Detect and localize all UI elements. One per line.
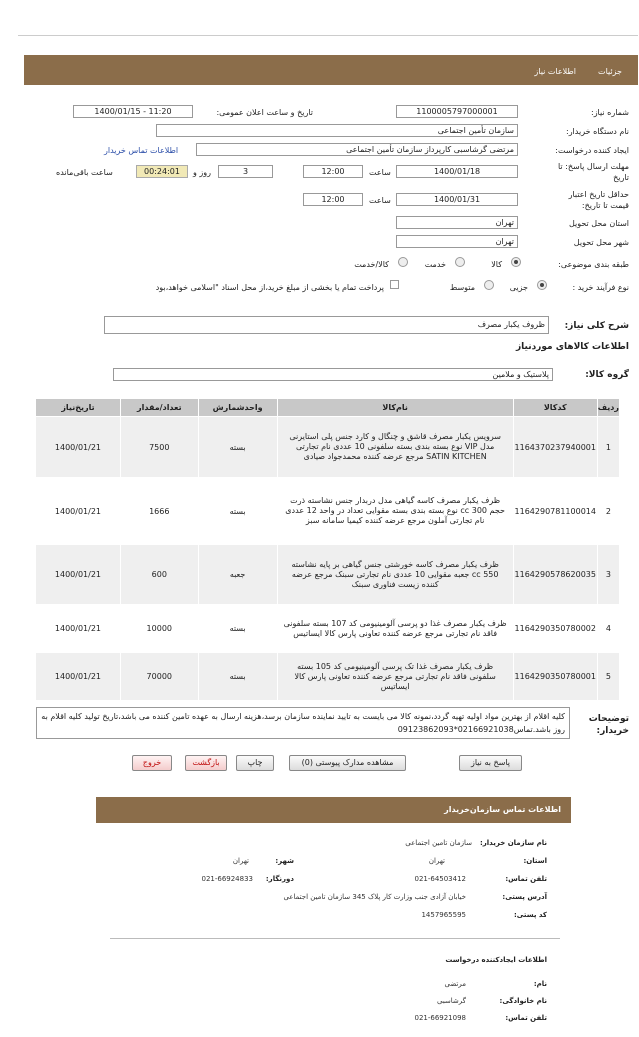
org-name-label: نام سازمان خریدار: bbox=[479, 839, 547, 847]
table-header-row bbox=[36, 399, 620, 417]
item-qty: 10000 bbox=[120, 605, 198, 653]
province-contact-label: استان: bbox=[523, 857, 547, 865]
general-desc-label: شرح کلی نیاز: bbox=[564, 321, 629, 331]
validity-time-field: 12:00 bbox=[303, 193, 363, 206]
category-goods-label: کالا bbox=[491, 260, 502, 269]
city-contact-value: تهران bbox=[232, 857, 249, 865]
last-name-value: گرشاسبی bbox=[436, 997, 466, 1005]
city-field: تهران bbox=[396, 235, 518, 248]
process-partial-label: جزیی bbox=[509, 283, 528, 292]
item-date: 1400/01/21 bbox=[36, 545, 121, 605]
deadline-label: مهلت ارسال پاسخ: تا bbox=[557, 162, 629, 171]
exit-button[interactable]: خروج bbox=[132, 755, 172, 771]
item-unit: بسته bbox=[198, 478, 277, 545]
radio-icon bbox=[398, 257, 408, 267]
process-partial-radio[interactable] bbox=[537, 280, 547, 290]
creator-phone-value: 021-66921098 bbox=[414, 1014, 466, 1022]
radio-icon bbox=[484, 280, 494, 290]
payment-note: پرداخت تمام یا بخشی از مبلغ خرید،از محل اسناد "اسلامی خواهد،بود bbox=[155, 283, 384, 292]
buyer-notes-box: کلیه اقلام از بهترین مواد اولیه تهیه گردد،نمونه کالا می بایست به تایید نماینده سازمان برسد،هزینه ارسال به عهده تامین کننده می باشد،تاریخ تولید کلیه اقلام به روز باشد.تماس02166921038*09123862093 bbox=[36, 707, 570, 739]
province-contact-value: تهران bbox=[428, 857, 445, 865]
requester-field: مرتضی گرشاسبی کارپرداز سازمان تأمین اجتماعی bbox=[196, 143, 518, 156]
address-label: آدرس پستی: bbox=[502, 893, 547, 901]
radio-selected-icon bbox=[511, 257, 521, 267]
row-number: 2 bbox=[597, 478, 619, 545]
contact-header bbox=[96, 797, 571, 823]
reply-button[interactable]: پاسخ به نیاز bbox=[459, 755, 522, 771]
creator-title: اطلاعات ایجادکننده درخواست bbox=[445, 956, 547, 964]
remaining-time-field: 00:24:01 bbox=[136, 165, 188, 178]
postal-value: 1457965595 bbox=[421, 911, 466, 919]
item-unit: جعبه bbox=[198, 545, 277, 605]
city-label: شهر محل تحویل bbox=[573, 238, 629, 247]
col-name-header: نام‌کالا bbox=[277, 399, 513, 417]
deadline-date-field: 1400/01/18 bbox=[396, 165, 518, 178]
category-goods-service-label: کالا/خدمت bbox=[354, 260, 389, 269]
item-unit: بسته bbox=[198, 417, 277, 478]
table-row bbox=[36, 545, 620, 605]
process-label: نوع فرآیند خرید : bbox=[572, 283, 629, 292]
item-name: ظرف یکبار مصرف کاسه خورشتی جنس گیاهی بر پایه نشاسته 550 cc جعبه مقوایی 10 عددی نام تجارتی سبنک مرجع عرضه کننده زیست فناوری سبنک bbox=[277, 545, 513, 605]
postal-label: کد پستی: bbox=[513, 911, 547, 919]
table-row bbox=[36, 417, 620, 478]
row-number: 5 bbox=[597, 653, 619, 701]
deadline-time-label: ساعت bbox=[369, 168, 391, 177]
category-label: طبقه بندی موضوعی: bbox=[558, 260, 629, 269]
buyer-contact-link[interactable]: اطلاعات تماس خریدار bbox=[104, 146, 179, 155]
contact-title: اطلاعات تماس سازمان‌خریدار bbox=[444, 805, 561, 814]
tab-details[interactable]: جزئیات bbox=[598, 67, 622, 76]
payment-checkbox[interactable] bbox=[390, 280, 399, 289]
requester-label: ایجاد کننده درخواست: bbox=[555, 146, 629, 155]
phone-label: تلفن تماس: bbox=[505, 875, 547, 883]
item-code: 1164290350780002 bbox=[513, 605, 597, 653]
back-button[interactable]: بازگشت bbox=[185, 755, 227, 771]
validity-date-field: 1400/01/31 bbox=[396, 193, 518, 206]
row-number: 3 bbox=[597, 545, 619, 605]
buyer-notes-label: توضیحات خریدار: bbox=[588, 714, 629, 736]
attachments-button[interactable]: مشاهده مدارک پیوستی (0) bbox=[289, 755, 406, 771]
row-number: 4 bbox=[597, 605, 619, 653]
process-medium-label: متوسط bbox=[449, 283, 475, 292]
remaining-label: ساعت باقی‌مانده bbox=[56, 168, 113, 177]
item-date: 1400/01/21 bbox=[36, 653, 121, 701]
last-name-label: نام خانوادگی: bbox=[499, 997, 547, 1005]
province-field: تهران bbox=[396, 216, 518, 229]
fax-value: 021-66924833 bbox=[201, 875, 253, 883]
table-row bbox=[36, 478, 620, 545]
print-button[interactable]: چاپ bbox=[236, 755, 274, 771]
table-row bbox=[36, 653, 620, 701]
row-number: 1 bbox=[597, 417, 619, 478]
item-date: 1400/01/21 bbox=[36, 417, 121, 478]
item-code: 1164370237940001 bbox=[513, 417, 597, 478]
address-value: خیابان آزادی جنب وزارت کار پلاک 345 سازمان تامین اجتماعی bbox=[283, 893, 466, 901]
col-code-header: کدکالا bbox=[513, 399, 597, 417]
need-number-field: 1100005797000001 bbox=[396, 105, 518, 118]
checkbox-icon bbox=[390, 280, 399, 289]
radio-selected-icon bbox=[537, 280, 547, 290]
item-unit: بسته bbox=[198, 653, 277, 701]
validity-label-2: قیمت تا تاریخ: bbox=[581, 201, 629, 210]
validity-time-label: ساعت bbox=[369, 196, 391, 205]
deadline-label-2: تاریخ bbox=[613, 173, 629, 182]
category-goods-service-radio[interactable] bbox=[398, 257, 408, 267]
tab-need-info[interactable]: اطلاعات نیاز bbox=[534, 67, 576, 76]
top-divider bbox=[18, 35, 638, 36]
announce-field: 1400/01/15 - 11:20 bbox=[73, 105, 193, 118]
item-name: ظرف یکبار مصرف غذا تک پرسی آلومینیومی کد 105 بسته سلفونی فاقد نام تجارتی مرجع عرضه کننده تعاونی پارس کالا ایساتیس bbox=[277, 653, 513, 701]
announce-label: تاریخ و ساعت اعلان عمومی: bbox=[216, 108, 313, 117]
item-qty: 7500 bbox=[120, 417, 198, 478]
group-label: گروه کالا: bbox=[585, 370, 629, 380]
item-name: ظرف یکبار مصرف کاسه گیاهی مدل دربدار جنس نشاسته ذرت حجم 300 cc نوع بسته بندی بسته مقوایی تعداد در واحد 12 عددی نام تجارتی آملون مرجع عرضه کننده کیمیا سامانه سبز bbox=[277, 478, 513, 545]
item-name: ظرف یکبار مصرف غذا دو پرسی آلومینیومی کد 107 بسته سلفونی فاقد نام تجارتی مرجع عرضه کننده تعاونی پارس کالا ایساتیس bbox=[277, 605, 513, 653]
item-qty: 70000 bbox=[120, 653, 198, 701]
goods-info-title: اطلاعات کالاهای موردنیاز bbox=[515, 342, 629, 352]
buyer-org-label: نام دستگاه خریدار: bbox=[566, 127, 629, 136]
item-qty: 1666 bbox=[120, 478, 198, 545]
city-contact-label: شهر: bbox=[275, 857, 294, 865]
items-table bbox=[35, 398, 620, 701]
item-date: 1400/01/21 bbox=[36, 478, 121, 545]
process-medium-radio[interactable] bbox=[484, 280, 494, 290]
buyer-org-field: سازمان تأمین اجتماعی bbox=[156, 124, 518, 137]
radio-icon bbox=[455, 257, 465, 267]
validity-label: حداقل تاریخ اعتبار bbox=[568, 190, 629, 199]
col-date-header: تاریخ‌نیاز bbox=[36, 399, 121, 417]
item-date: 1400/01/21 bbox=[36, 605, 121, 653]
item-code: 1164290578620035 bbox=[513, 545, 597, 605]
contact-divider bbox=[110, 938, 560, 939]
org-name-value: سازمان تامین اجتماعی bbox=[405, 839, 472, 847]
first-name-value: مرتضی bbox=[444, 980, 466, 988]
need-number-label: شماره نیاز: bbox=[591, 108, 629, 117]
category-goods-radio[interactable] bbox=[511, 257, 521, 267]
general-desc-field: ظروف یکبار مصرف bbox=[104, 316, 549, 334]
days-label: روز و bbox=[193, 168, 211, 177]
table-row bbox=[36, 605, 620, 653]
deadline-time-field: 12:00 bbox=[303, 165, 363, 178]
item-code: 1164290350780001 bbox=[513, 653, 597, 701]
col-row-header: ردیف bbox=[597, 399, 619, 417]
fax-label: دورنگار: bbox=[265, 875, 294, 883]
phone-value: 021-64503412 bbox=[414, 875, 466, 883]
page-header bbox=[24, 55, 638, 85]
province-label: استان محل تحویل bbox=[568, 219, 629, 228]
first-name-label: نام: bbox=[533, 980, 547, 988]
group-field: پلاستیک و ملامین bbox=[113, 368, 553, 381]
item-code: 1164290781100014 bbox=[513, 478, 597, 545]
category-service-radio[interactable] bbox=[455, 257, 465, 267]
item-qty: 600 bbox=[120, 545, 198, 605]
category-service-label: خدمت bbox=[424, 260, 446, 269]
col-unit-header: واحدشمارش bbox=[198, 399, 277, 417]
item-name: سرویس یکبار مصرف قاشق و چنگال و کارد جنس پلی استایرنی مدل VIP نوع بسته بندی بسته سلفونی 10 عددی نام تجارتی SATIN KITCHEN مرجع عرضه کننده محمدجواد صیادی bbox=[277, 417, 513, 478]
item-unit: بسته bbox=[198, 605, 277, 653]
creator-phone-label: تلفن تماس: bbox=[505, 1014, 547, 1022]
days-field: 3 bbox=[218, 165, 273, 178]
col-qty-header: تعداد/مقدار bbox=[120, 399, 198, 417]
